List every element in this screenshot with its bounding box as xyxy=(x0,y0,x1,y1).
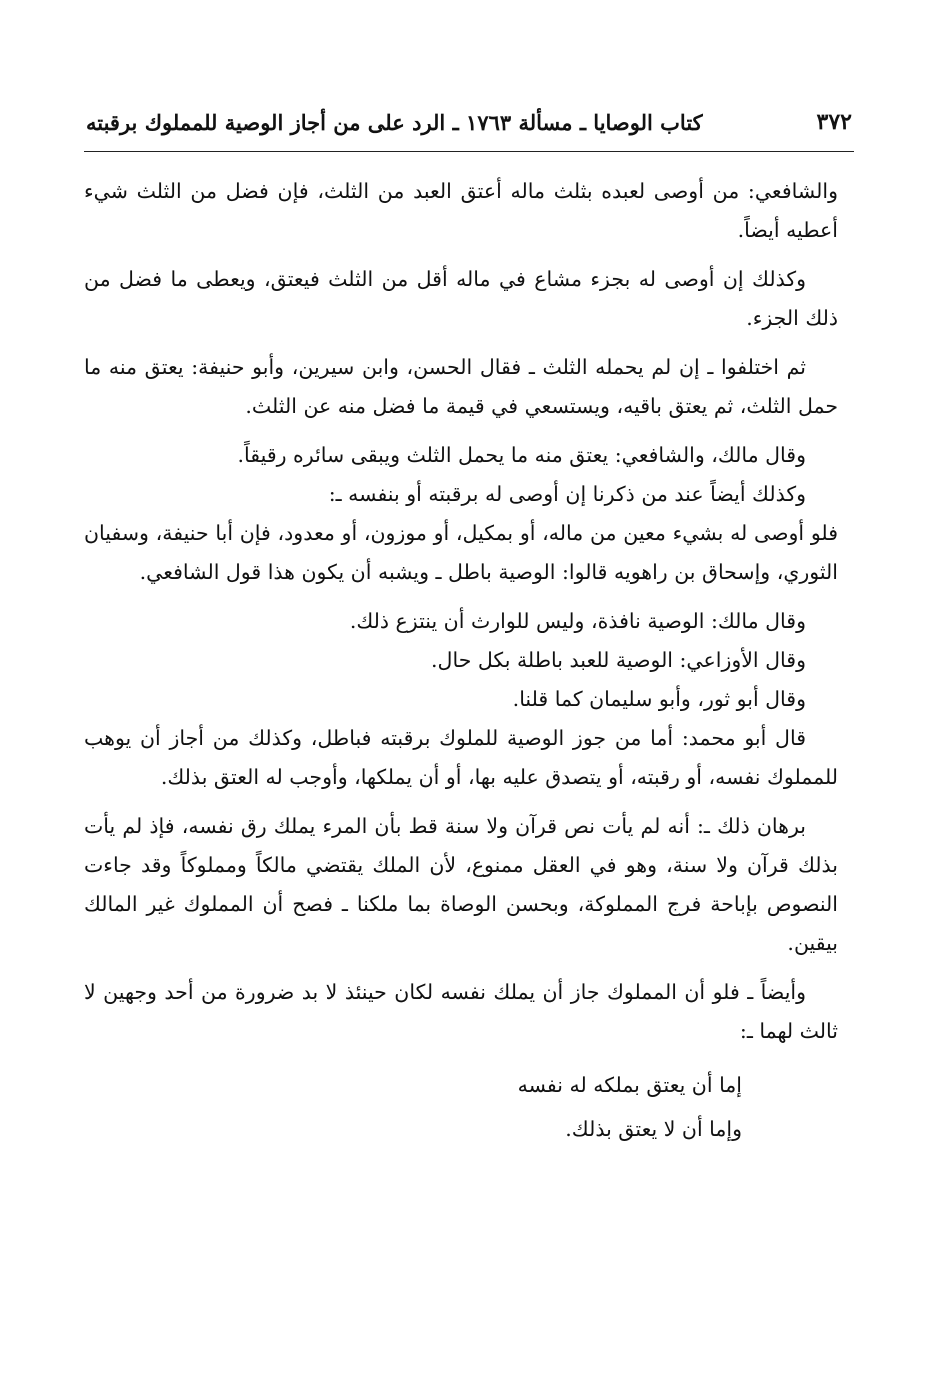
header-divider xyxy=(84,151,854,152)
paragraph-9: وقال أبو ثور، وأبو سليمان كما قلنا. xyxy=(512,687,806,711)
paragraph-2: وكذلك إن أوصى له بجزء مشاع في ماله أقل من الثلث فيعتق، ويعطى ما فضل من ذلك الجزء. xyxy=(84,267,838,330)
verse-block xyxy=(84,1063,838,1151)
verse-line-1: إما أن يعتق بملكه له نفسه xyxy=(517,1073,742,1097)
paragraph-10: قال أبو محمد: أما من جوز الوصية للملوك برقبته فباطل، وكذلك من أجاز أن يوهب للمملوك نفسه، أو رقبته، أو يتصدق عليه بها، أو أن يملكها، وأوجب له العتق بذلك. xyxy=(84,726,838,789)
paragraph-8: وقال الأوزاعي: الوصية للعبد باطلة بكل حال. xyxy=(431,648,806,672)
paragraph-12: وأيضاً ـ فلو أن المملوك جاز أن يملك نفسه لكان حينئذ لا بد ضرورة من أحد وجهين لا ثالث لهما ـ: xyxy=(84,980,838,1043)
paragraph-6: فلو أوصى له بشيء معين من ماله، أو بمكيل، أو موزون، أو معدود، فإن أبا حنيفة، وسفيان الثوري، وإسحاق بن راهويه قالوا: الوصية باطل ـ ويشبه أن يكون هذا قول الشافعي. xyxy=(84,521,838,584)
running-header xyxy=(86,100,852,144)
verse-line-2: وإما أن لا يعتق بذلك. xyxy=(565,1117,742,1141)
paragraph-11: برهان ذلك ـ: أنه لم يأت نص قرآن ولا سنة قط بأن المرء يملك رق نفسه، فإذ لم يأت بذلك قرآن ولا سنة، وهو في العقل ممنوع، لأن الملك يقتضي مالكاً ومملوكاً وقد جاءت النصوص بإباحة فرج المملوكة، وبحسن الوصاة بما ملكنا ـ فصح أن المملوك غير المالك بيقين. xyxy=(84,814,838,955)
body-text xyxy=(84,172,838,1151)
paragraph-1: والشافعي: من أوصى لعبده بثلث ماله أعتق العبد من الثلث، فإن فضل من الثلث شيء أعطيه أيضاً. xyxy=(84,179,838,242)
header-title: كتاب الوصايا ـ مسألة ١٧٦٣ ـ الرد على من أجاز الوصية للمملوك برقبته xyxy=(86,109,703,135)
page-number: ٣٧٢ xyxy=(816,109,852,135)
paragraph-7: وقال مالك: الوصية نافذة، وليس للوارث أن ينتزع ذلك. xyxy=(349,609,806,633)
paragraph-3: ثم اختلفوا ـ إن لم يحمله الثلث ـ فقال الحسن، وابن سيرين، وأبو حنيفة: يعتق منه ما حمل الثلث، ثم يعتق باقيه، ويستسعي في قيمة ما فضل منه عن الثلث. xyxy=(84,355,838,418)
paragraph-4: وقال مالك، والشافعي: يعتق منه ما يحمل الثلث ويبقى سائره رقيقاً. xyxy=(237,443,806,467)
paragraph-5: وكذلك أيضاً عند من ذكرنا إن أوصى له برقبته أو بنفسه ـ: xyxy=(328,482,806,506)
